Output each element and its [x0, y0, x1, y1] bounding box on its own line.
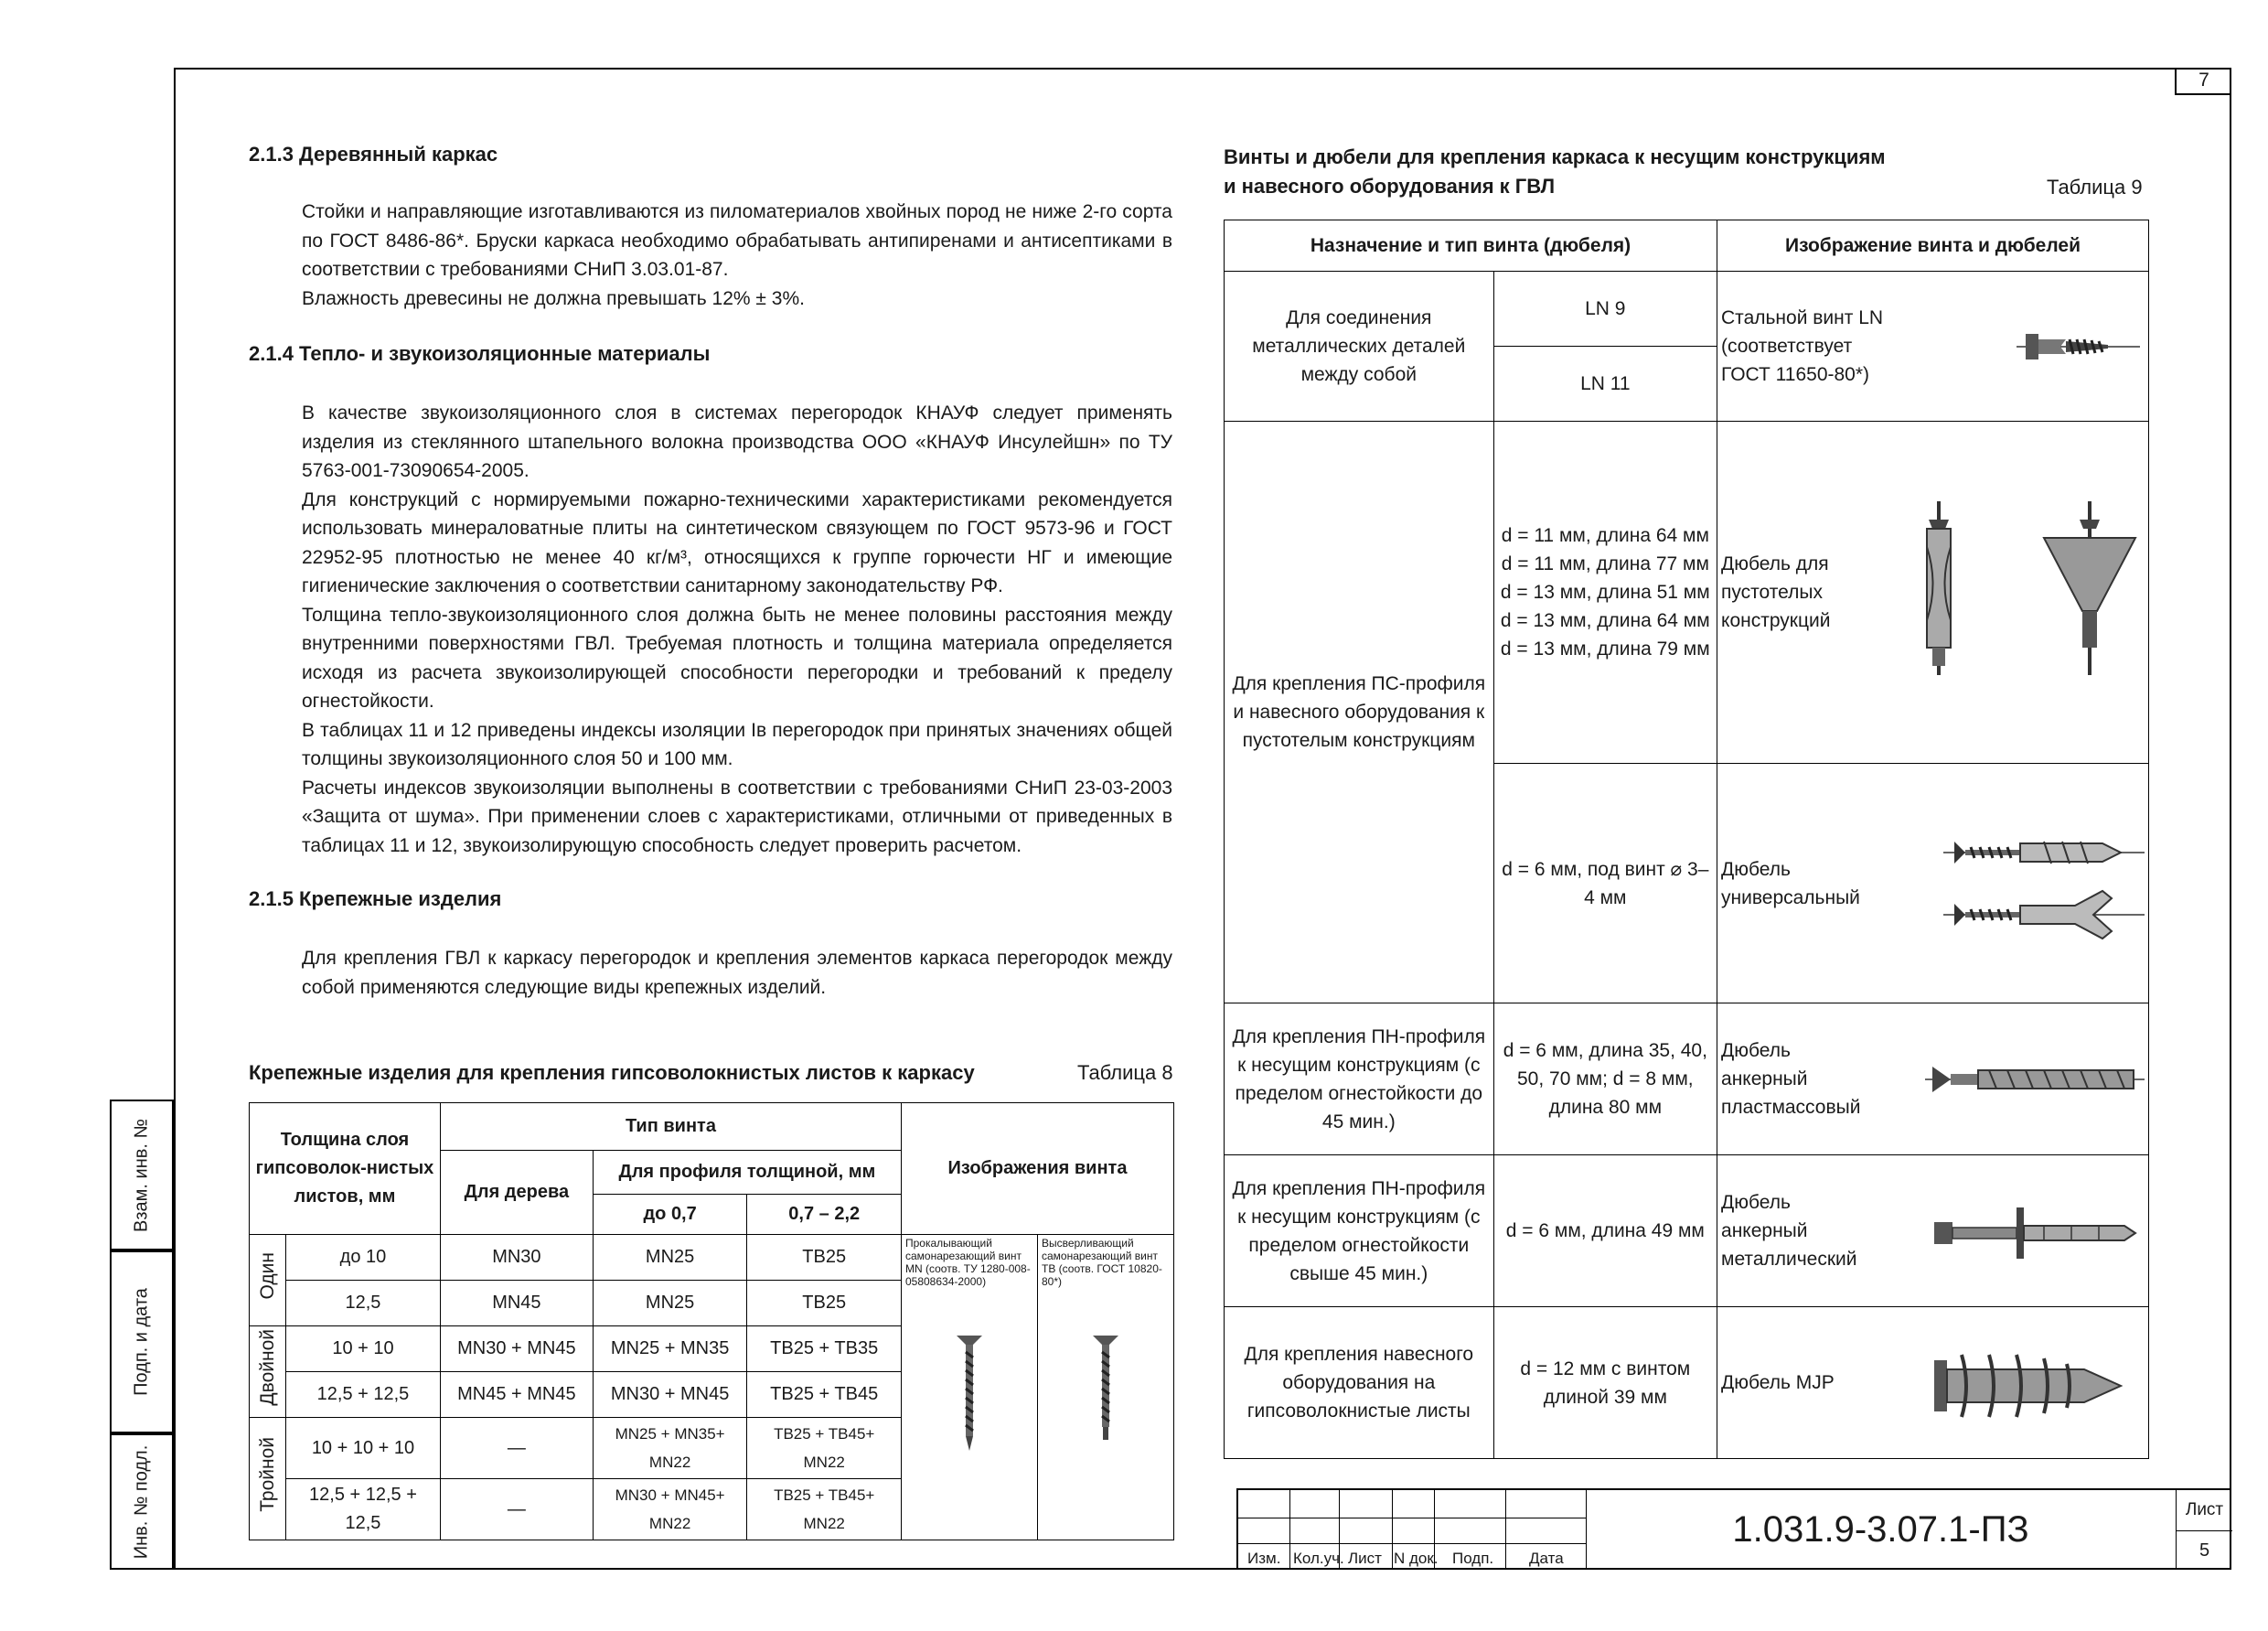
stamp-original-inv: Инв. № подл. — [110, 1433, 174, 1570]
th-wood: Для дерева — [440, 1151, 593, 1235]
metal-anchor-icon — [1925, 1195, 2145, 1268]
purpose-cell: Для крепления ПН-профиля к несущим конструкциям (с пределом огнестойкости до 45 мин.) — [1225, 1003, 1494, 1155]
section-2-1-4-title: 2.1.4 Тепло- и звукоизоляционные материалы — [249, 342, 711, 365]
section-2-1-3-title: 2.1.3 Деревянный каркас — [249, 143, 498, 166]
table-cell: MN30 + MN45 — [593, 1372, 747, 1418]
image-cell — [1717, 764, 2149, 1003]
tb-label: N док. — [1394, 1550, 1439, 1567]
image-cell — [1717, 1155, 2149, 1307]
section-2-1-5-title: 2.1.5 Крепежные изделия — [249, 887, 502, 910]
table-cell: MN30 — [440, 1235, 593, 1281]
table-cell: MN25 — [593, 1281, 747, 1326]
th-images: Изображения винта — [901, 1103, 1173, 1235]
table-cell: 12,5 + 12,5 — [286, 1372, 441, 1418]
table-cell: до 10 — [286, 1235, 441, 1281]
paragraph: Толщина тепло-звукоизоляционного слоя должна быть не менее половины расстояния между внутренними поверхностями ГВЛ. Требуемая плотность и толщина материала определяется исходя из расчета звукоизолирующей способности перегородки и требований к пределу огнестойкости. — [302, 604, 1172, 712]
desc-text: Дюбель для пустотелых конструкций — [1721, 553, 1831, 631]
universal-dowel-icon — [1943, 820, 2145, 948]
image-cell — [1717, 272, 2149, 422]
desc-text: Дюбель анкерный металлический — [1721, 1192, 1857, 1270]
image-note: Высверливающий самонарезающий винт TB (соотв. ГОСТ 10820-80*) — [1041, 1237, 1162, 1288]
paragraph: Стойки и направляющие изготавливаются из пиломатериалов хвойных пород не ниже 2-го сорта по ГОСТ 8486-86*. Бруски каркаса необходимо обрабатывать антипиренами и антисептиками в соответствии с требованиями СНиП 3.03.01-87. — [302, 201, 1172, 280]
paragraph: Влажность древесины не должна превышать 12% ± 3%. — [302, 287, 805, 309]
stamp-replaced-inv: Взам. инв. № — [110, 1100, 174, 1250]
type-cell: d = 12 мм с винтом длиной 39 мм — [1493, 1307, 1717, 1459]
table-cell: 10 + 10 — [286, 1326, 441, 1372]
image-note: Прокалывающий самонарезающий винт MN (соотв. ТУ 1280-008-05808634-2000) — [904, 1237, 1031, 1288]
group-single: Один — [250, 1235, 286, 1326]
table-cell: TB25 + TB45+ MN22 — [747, 1479, 902, 1540]
image-cell — [1717, 1003, 2149, 1155]
paragraph: В таблицах 11 и 12 приведены индексы изоляции Iв перегородок при принятых значениях общей толщины звукоизоляционного слоя 50 и 100 мм. — [302, 719, 1172, 769]
paragraph: Для конструкций с нормируемыми пожарно-техническими характеристиками рекомендуется использовать минераловатные плиты на синтетическом связующем по ГОСТ 9573-96 и ГОСТ 22952-95 плотностью не менее 40 кг/м³, относящихся к группе горючести НГ и имеющие гигиенические заключения о соответствии санитарному законодательству РФ. — [302, 488, 1172, 596]
tb-label: Лист — [1348, 1550, 1382, 1567]
th-thickness: Толщина слоя гипсоволок-нистых листов, мм — [250, 1103, 441, 1235]
type-cell: d = 6 мм, под винт ⌀ 3–4 мм — [1493, 764, 1717, 1003]
image-cell-mn — [901, 1235, 1037, 1540]
paragraph: В качестве звукоизоляционного слоя в системах перегородок КНАУФ следует применять изделия из стеклянного штапельного волокна производства ООО «КНАУФ Инсулейшн» по ТУ 5763-001-73090654-2005. — [302, 402, 1172, 481]
screw-tb-icon — [1042, 1288, 1170, 1471]
screw-ln-icon — [2007, 319, 2145, 374]
table-cell: MN25 + MN35 — [593, 1326, 747, 1372]
table-9 — [1224, 220, 2149, 1459]
tb-label: Дата — [1529, 1550, 1564, 1567]
mjp-dowel-icon — [1925, 1342, 2145, 1424]
table-cell: TB25 + TB35 — [747, 1326, 902, 1372]
th-0-7-2-2: 0,7 – 2,2 — [747, 1195, 902, 1235]
section-2-1-5-text: Для крепления ГВЛ к каркасу перегородок и крепления элементов каркаса перегородок между собой применяются следующие виды крепежных изделий. — [302, 948, 1172, 998]
stamp-sign-date: Подп. и дата — [110, 1250, 174, 1433]
table-cell: 12,5 + 12,5 + 12,5 — [286, 1479, 441, 1540]
plastic-anchor-icon — [1925, 1052, 2145, 1107]
th-screw-type: Тип винта — [440, 1103, 901, 1151]
screw-mn-icon — [905, 1288, 1033, 1471]
th-up-to-0-7: до 0,7 — [593, 1195, 747, 1235]
table-cell: TB25 — [747, 1281, 902, 1326]
table-9-label: Таблица 9 — [2047, 176, 2143, 199]
table-cell: MN45 — [440, 1281, 593, 1326]
table-cell: TB25 + TB45 — [747, 1372, 902, 1418]
table-9-title: Винты и дюбели для крепления каркаса к несущим конструкциям и навесного оборудования к ГВЛ — [1224, 145, 1886, 198]
table-cell: 10 + 10 + 10 — [286, 1418, 441, 1479]
table-cell: — — [440, 1418, 593, 1479]
image-cell — [1717, 422, 2149, 764]
tb-label: Изм. — [1247, 1550, 1281, 1567]
table-8-label: Таблица 8 — [1077, 1061, 1173, 1084]
title-block — [1236, 1488, 2231, 1570]
desc-text: Дюбель анкерный пластмассовый — [1721, 1040, 1861, 1118]
type-cell: d = 11 мм, длина 64 мм d = 11 мм, длина 77 мм d = 13 мм, длина 51 мм d = 13 мм, длина 64 мм d = 13 мм, длина 79 мм — [1493, 422, 1717, 764]
table-cell: MN25 + MN35+ MN22 — [593, 1418, 747, 1479]
purpose-cell: Для соединения металлических деталей между собой — [1225, 272, 1494, 422]
type-cell: LN 11 — [1493, 347, 1717, 422]
table-cell: MN25 — [593, 1235, 747, 1281]
section-2-1-4-text — [302, 399, 1172, 860]
desc-text: Дюбель универсальный — [1721, 858, 1860, 908]
th-purpose: Назначение и тип винта (дюбеля) — [1225, 220, 1717, 272]
hollow-anchor-icon — [1888, 501, 2145, 684]
doc-code: 1.031.9-3.07.1-ПЗ — [1732, 1509, 2029, 1550]
table-cell: TB25 + TB45+ MN22 — [747, 1418, 902, 1479]
tb-label: Кол.уч. — [1293, 1550, 1344, 1567]
tb-label: Подп. — [1452, 1550, 1494, 1567]
type-cell: d = 6 мм, длина 35, 40, 50, 70 мм; d = 8 мм, длина 80 мм — [1493, 1003, 1717, 1155]
type-cell: LN 9 — [1493, 272, 1717, 347]
table-cell: 12,5 — [286, 1281, 441, 1326]
purpose-cell: Для крепления ПС-профиля и навесного оборудования к пустотелым конструкциям — [1225, 422, 1494, 1003]
table-8-caption: Крепежные изделия для крепления гипсоволокнистых листов к каркасу — [249, 1061, 975, 1084]
sheet-number: 5 — [2198, 1540, 2210, 1561]
table-8 — [249, 1102, 1174, 1540]
desc-text: Дюбель MJP — [1721, 1372, 1835, 1393]
purpose-cell: Для крепления навесного оборудования на гипсоволокнистые листы — [1225, 1307, 1494, 1459]
page-number: 7 — [2175, 68, 2231, 95]
table-cell: MN45 + MN45 — [440, 1372, 593, 1418]
table-cell: TB25 — [747, 1235, 902, 1281]
purpose-cell: Для крепления ПН-профиля к несущим конструкциям (с пределом огнестойкости свыше 45 мин.) — [1225, 1155, 1494, 1307]
desc-text: Стальной винт LN (соответствует ГОСТ 11650-80*) — [1721, 307, 1884, 385]
th-image: Изображение винта и дюбелей — [1717, 220, 2149, 272]
th-profile: Для профиля толщиной, мм — [593, 1151, 901, 1195]
group-double: Двойной — [250, 1326, 286, 1418]
table-cell: MN30 + MN45+ MN22 — [593, 1479, 747, 1540]
paragraph: Расчеты индексов звукоизоляции выполнены в соответствии с требованиями СНиП 23-03-2003 «Защита от шума». При применении слоев с характеристиками, отличными от приведенных в таблицах 11 и 12, звукоизолирующую способность следует проверить расчетом. — [302, 777, 1172, 856]
type-cell: d = 6 мм, длина 49 мм — [1493, 1155, 1717, 1307]
section-2-1-3-text — [302, 198, 1172, 313]
group-triple: Тройной — [250, 1418, 286, 1540]
image-cell — [1717, 1307, 2149, 1459]
image-cell-tb — [1037, 1235, 1173, 1540]
table-cell: MN30 + MN45 — [440, 1326, 593, 1372]
sheet-label: Лист — [2177, 1490, 2232, 1531]
table-cell: — — [440, 1479, 593, 1540]
